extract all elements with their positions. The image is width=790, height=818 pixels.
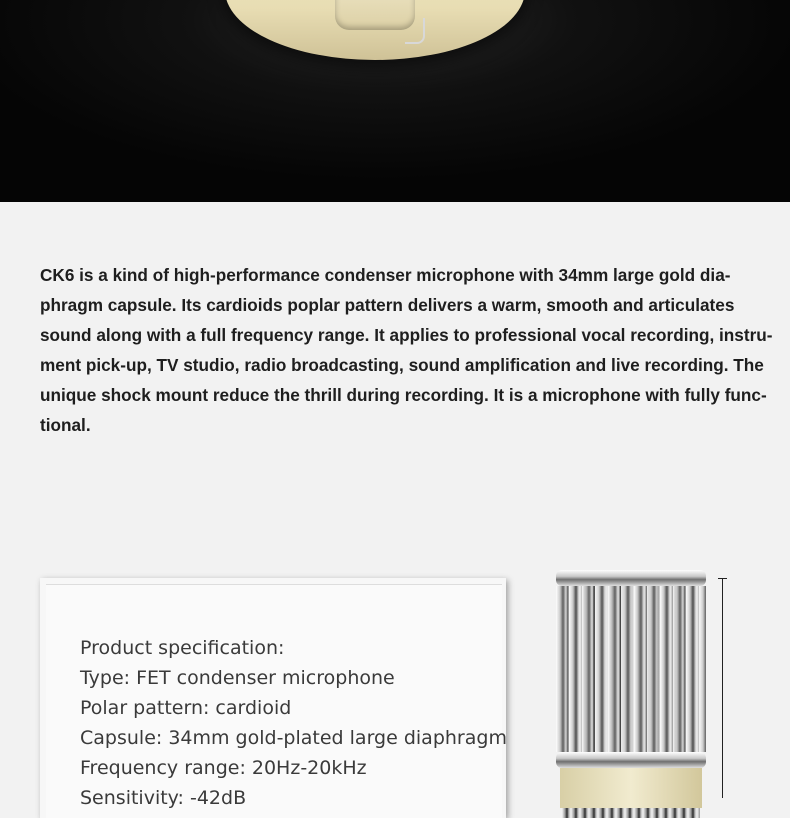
specification-card — [40, 578, 506, 818]
grille-bars — [556, 586, 706, 752]
microphone-cable — [405, 18, 425, 44]
grille-bottom-ring — [556, 752, 706, 768]
spec-sensitivity: Sensitivity: -42dB — [80, 787, 247, 809]
spec-frequency-range: Frequency range: 20Hz-20kHz — [80, 757, 367, 779]
description-line: ment pick-up, TV studio, radio broadcasting, sound amplification and live recording. The — [40, 355, 764, 375]
grille-top-ring — [556, 570, 706, 586]
microphone-mount-clip — [335, 0, 415, 30]
product-description — [40, 260, 773, 440]
microphone-body — [560, 768, 702, 808]
spec-polar-pattern: Polar pattern: cardioid — [80, 697, 292, 719]
dimension-line — [722, 578, 723, 798]
description-line: phragm capsule. Its cardioids poplar pattern delivers a warm, smooth and articulates — [40, 295, 735, 315]
microphone-head-image — [556, 570, 706, 800]
description-line: sound along with a full frequency range. It applies to professional vocal recording, instru- — [40, 325, 773, 345]
spec-capsule: Capsule: 34mm gold-plated large diaphragm — [80, 727, 507, 749]
description-line: CK6 is a kind of high-performance condenser microphone with 34mm large gold dia- — [40, 265, 731, 285]
hero-image — [0, 0, 790, 202]
spec-heading: Product specification: — [80, 637, 285, 659]
specification-list — [80, 633, 507, 813]
description-line: tional. — [40, 415, 91, 435]
specification-card-inner — [46, 584, 507, 818]
description-line: unique shock mount reduce the thrill during recording. It is a microphone with fully func- — [40, 385, 767, 405]
spec-type: Type: FET condenser microphone — [80, 667, 395, 689]
